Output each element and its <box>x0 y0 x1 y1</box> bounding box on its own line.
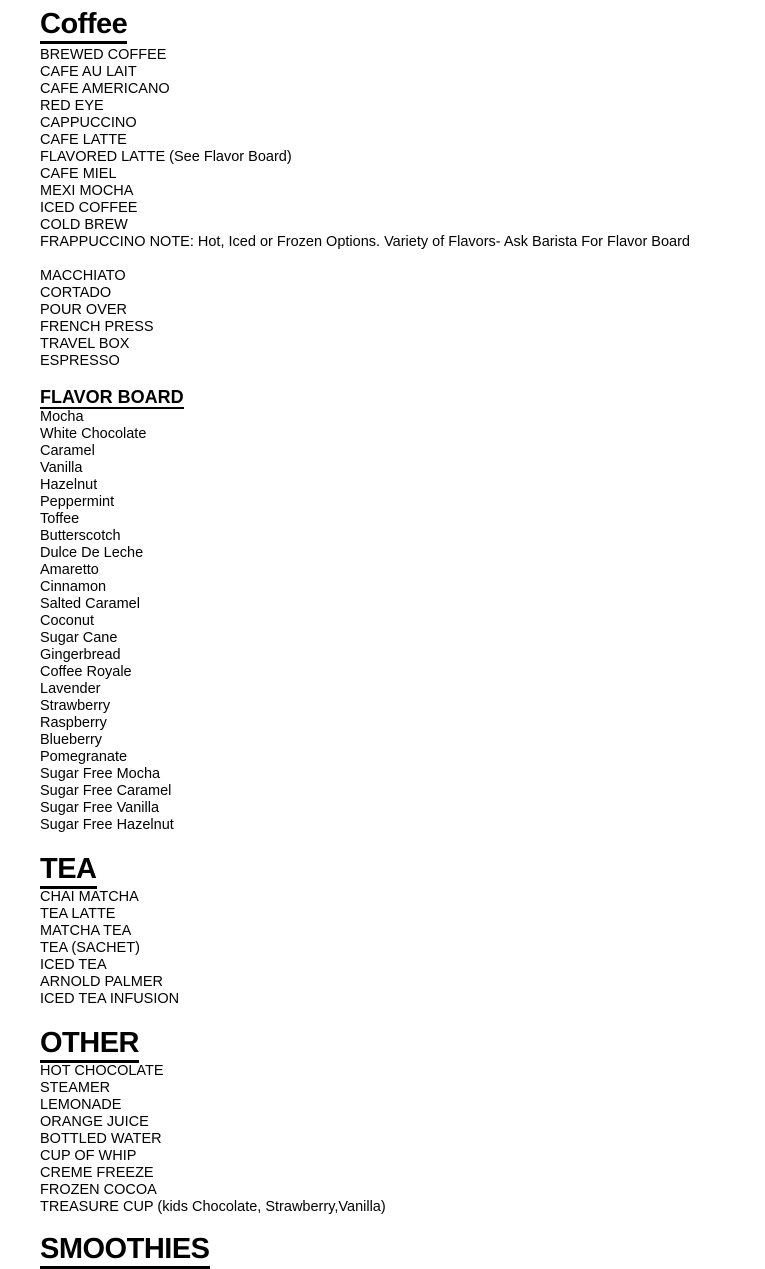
menu-item: Pomegranate <box>40 749 128 765</box>
menu-item: BREWED COFFEE <box>40 47 167 63</box>
menu-item: Amaretto <box>40 562 99 578</box>
menu-item: CAFE AMERICANO <box>40 81 170 97</box>
menu-item: Hazelnut <box>40 477 98 493</box>
menu-item: HOT CHOCOLATE <box>40 1063 164 1079</box>
menu-item: White Chocolate <box>40 426 147 442</box>
coffee-heading: Coffee <box>40 8 127 44</box>
menu-item: Butterscotch <box>40 528 121 544</box>
spacer <box>40 370 765 387</box>
menu-item: Salted Caramel <box>40 596 140 612</box>
menu-item: FLAVORED LATTE (See Flavor Board) <box>40 149 292 165</box>
smoothies-heading: SMOOTHIES <box>40 1232 210 1269</box>
menu-item: TEA (SACHET) <box>40 940 140 956</box>
menu-item: Peppermint <box>40 494 115 510</box>
menu-item: CREME FREEZE <box>40 1165 154 1181</box>
menu-item: Vanilla <box>40 460 83 476</box>
coffee-list <box>40 47 765 251</box>
flavor-board-section <box>40 387 765 834</box>
menu-item: CAFE MIEL <box>40 166 117 182</box>
menu-item: FRENCH PRESS <box>40 319 154 335</box>
spacer <box>40 834 765 852</box>
menu-item: TEA LATTE <box>40 906 116 922</box>
menu-page <box>40 8 765 1269</box>
menu-item: Lavender <box>40 681 101 697</box>
menu-item: Sugar Cane <box>40 630 118 646</box>
menu-item: Blueberry <box>40 732 103 748</box>
menu-item: FRAPPUCCINO NOTE: Hot, Iced or Frozen Options. Variety of Flavors- Ask Barista For Flavor Board <box>40 234 691 250</box>
menu-item: Sugar Free Mocha <box>40 766 161 782</box>
menu-item: TRAVEL BOX <box>40 336 130 352</box>
menu-item: Dulce De Leche <box>40 545 144 561</box>
menu-item: MACCHIATO <box>40 268 126 284</box>
flavor-board-heading: FLAVOR BOARD <box>40 387 184 407</box>
menu-item: STEAMER <box>40 1080 111 1096</box>
menu-item: CHAI MATCHA <box>40 889 139 905</box>
menu-item: COLD BREW <box>40 217 128 233</box>
menu-item: ICED COFFEE <box>40 200 138 216</box>
menu-item: Sugar Free Caramel <box>40 783 172 799</box>
menu-item: Toffee <box>40 511 80 527</box>
menu-item: CAFE LATTE <box>40 132 127 148</box>
other-list <box>40 1063 765 1216</box>
menu-item: POUR OVER <box>40 302 128 318</box>
menu-item: CAPPUCCINO <box>40 115 137 131</box>
menu-item: Strawberry <box>40 698 111 714</box>
menu-item: ICED TEA INFUSION <box>40 991 180 1007</box>
menu-item: ARNOLD PALMER <box>40 974 164 990</box>
menu-item: Coconut <box>40 613 95 629</box>
menu-item: LEMONADE <box>40 1097 122 1113</box>
menu-item: CAFE AU LAIT <box>40 64 137 80</box>
other-heading: OTHER <box>40 1026 139 1063</box>
menu-item: BOTTLED WATER <box>40 1131 162 1147</box>
menu-item: MATCHA TEA <box>40 923 132 939</box>
smoothies-section <box>40 1232 765 1269</box>
flavor-list <box>40 409 765 834</box>
menu-item: CUP OF WHIP <box>40 1148 137 1164</box>
other-section <box>40 1026 765 1216</box>
menu-item: Mocha <box>40 409 84 425</box>
menu-item: Sugar Free Vanilla <box>40 800 160 816</box>
spacer <box>40 1216 765 1232</box>
menu-item: FROZEN COCOA <box>40 1182 157 1198</box>
menu-item: Coffee Royale <box>40 664 132 680</box>
menu-item: ICED TEA <box>40 957 107 973</box>
tea-section <box>40 852 765 1008</box>
menu-item: Cinnamon <box>40 579 107 595</box>
coffee-section <box>40 8 765 370</box>
tea-list <box>40 889 765 1008</box>
menu-item: ESPRESSO <box>40 353 120 369</box>
menu-item: Sugar Free Hazelnut <box>40 817 174 833</box>
menu-item: CORTADO <box>40 285 112 301</box>
spacer <box>40 1008 765 1026</box>
menu-item: TREASURE CUP (kids Chocolate, Strawberry,Vanilla) <box>40 1199 386 1215</box>
menu-item: Raspberry <box>40 715 107 731</box>
spacer <box>40 251 765 268</box>
menu-item: Gingerbread <box>40 647 121 663</box>
coffee-list-2 <box>40 268 765 370</box>
menu-item: ORANGE JUICE <box>40 1114 149 1130</box>
menu-item: Caramel <box>40 443 95 459</box>
menu-item: MEXI MOCHA <box>40 183 134 199</box>
menu-item: RED EYE <box>40 98 104 114</box>
tea-heading: TEA <box>40 852 97 889</box>
